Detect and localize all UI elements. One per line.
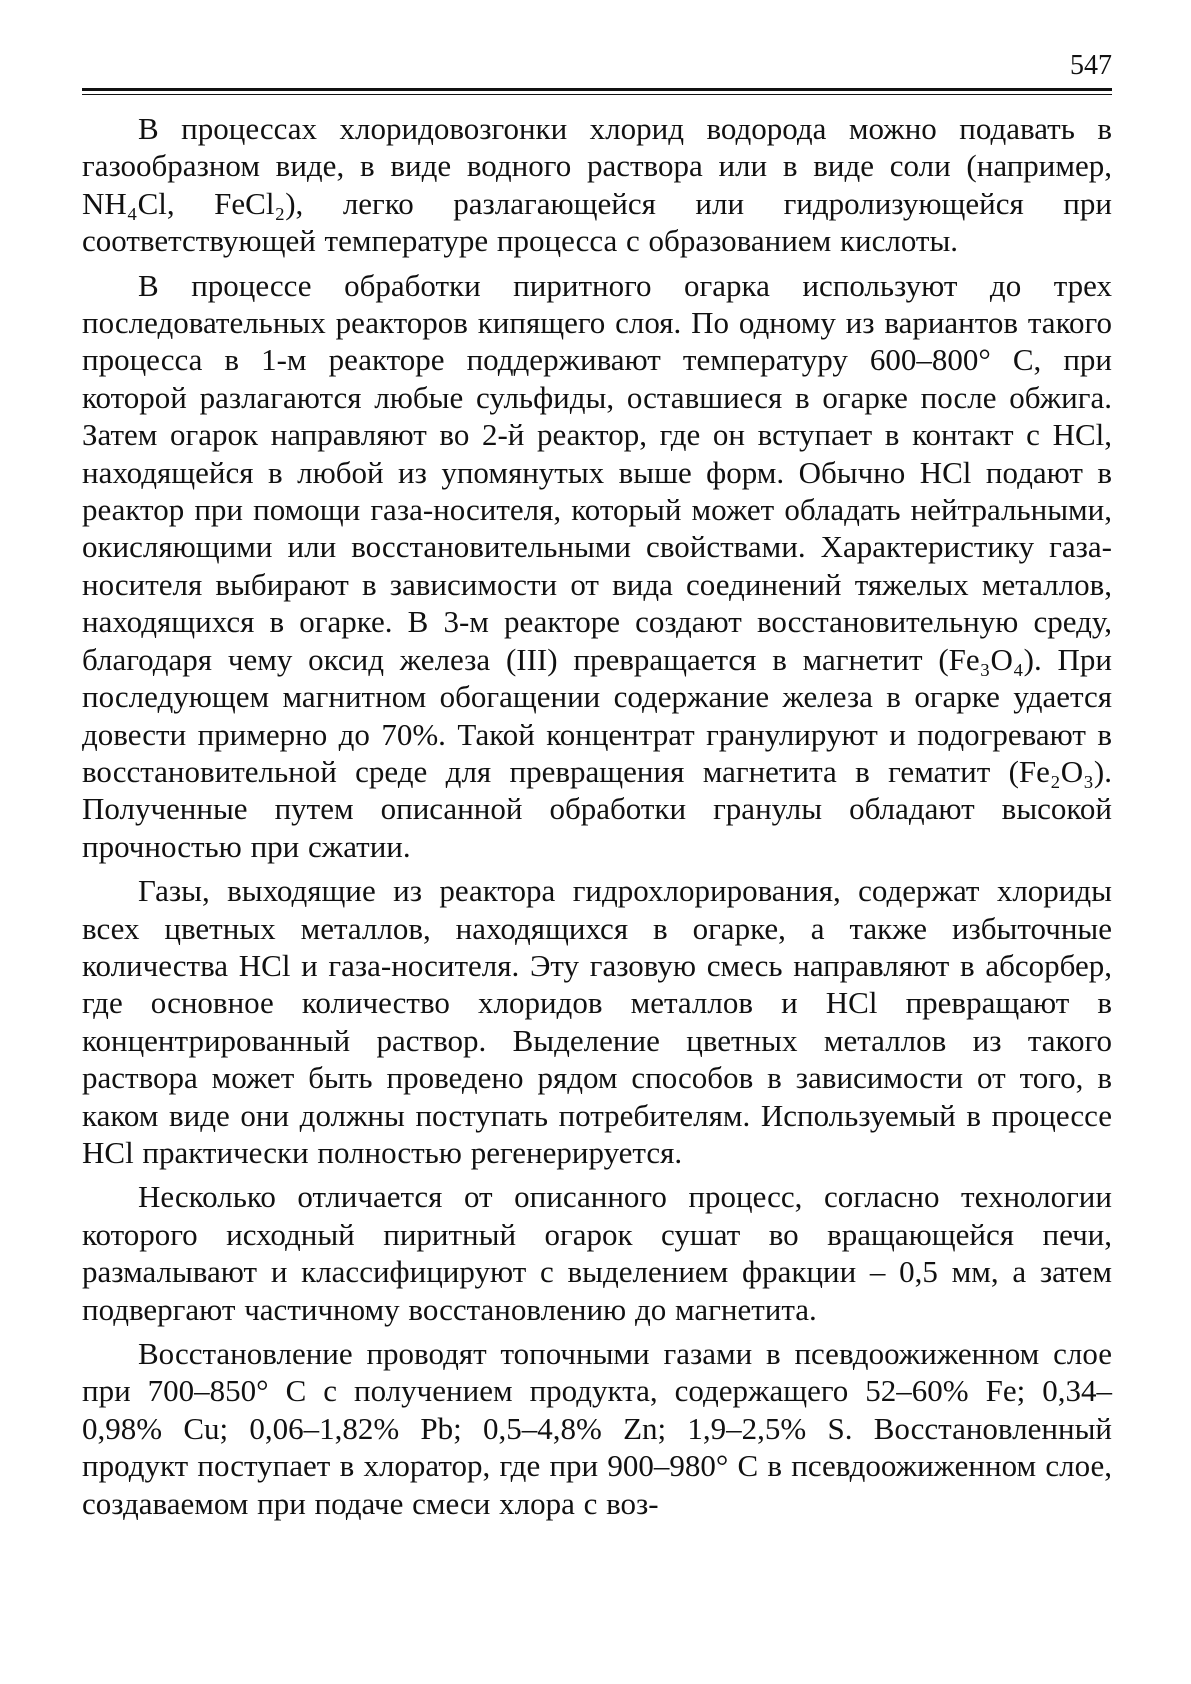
page-number: 547 — [1070, 50, 1112, 81]
paragraph-2: В процессе обработки пиритного огарка используют до трех последовательных реакторов кипящего слоя. По одному из вариантов такого процесса в 1-м реакторе поддерживают температуру 600–800° С, при которой разлагаются любые сульфиды, оставшиеся в огарке после обжига. Затем огарок направляют во 2-й реактор, где он вступает в контакт с HCl, находящейся в любой из упомянутых выше форм. Обычно HCl подают в реактор при помощи газа-носителя, который может обладать нейтральными, окисляющими или восстановительными свойствами. Характеристику газа-носителя выбирают в зависимости от вида соединений тяжелых металлов, находящихся в огарке. В 3-м реакторе создают восстановительную среду, благодаря чему оксид железа (III) превращается в магнетит (Fe₃O₄). При последующем магнитном обогащении содержание железа в огарке удается довести примерно до 70%. Такой концентрат гранулируют и подогревают в восстановительной среде для превращения магнетита в гематит (Fe₂O₃). Полученные путем описанной обработки гранулы обладают высокой прочностью при сжатии. — [82, 267, 1112, 864]
body-text — [82, 110, 1112, 1522]
paragraph-5: Восстановление проводят топочными газами в псевдоожиженном слое при 700–850° С с получением продукта, содержащего 52–60% Fe; 0,34–0,98% Cu; 0,06–1,82% Pb; 0,5–4,8% Zn; 1,9–2,5% S. Восстановленный продукт поступает в хлоратор, где при 900–980° С в псевдоожиженном слое, создаваемом при подаче смеси хлора с воз- — [82, 1336, 1112, 1521]
header-rule-thin — [82, 94, 1112, 95]
header-rule — [82, 88, 1112, 91]
paragraph-1: В процессах хлоридовозгонки хлорид водорода можно подавать в газообразном виде, в виде водного раствора или в виде соли (например, NH₄Cl, FeCl₂), легко разлагающейся или гидролизующейся при соответствующей температуре процесса с образованием кислоты. — [82, 111, 1112, 259]
paragraph-4: Несколько отличается от описанного процесс, согласно технологии которого исходный пиритный огарок сушат во вращающейся печи, размалывают и классифицируют с выделением фракции – 0,5 мм, а затем подвергают частичному восстановлению до магнетита. — [82, 1179, 1112, 1327]
document-page — [82, 0, 1112, 1684]
paragraph-3: Газы, выходящие из реактора гидрохлорирования, содержат хлориды всех цветных металлов, находящихся в огарке, а также избыточные количества HCl и газа-носителя. Эту газовую смесь направляют в абсорбер, где основное количество хлоридов металлов и HCl превращают в концентрированный раствор. Выделение цветных металлов из такого раствора может быть проведено рядом способов в зависимости от того, в каком виде они должны поступать потребителям. Используемый в процессе HCl практически полностью регенерируется. — [82, 873, 1112, 1170]
